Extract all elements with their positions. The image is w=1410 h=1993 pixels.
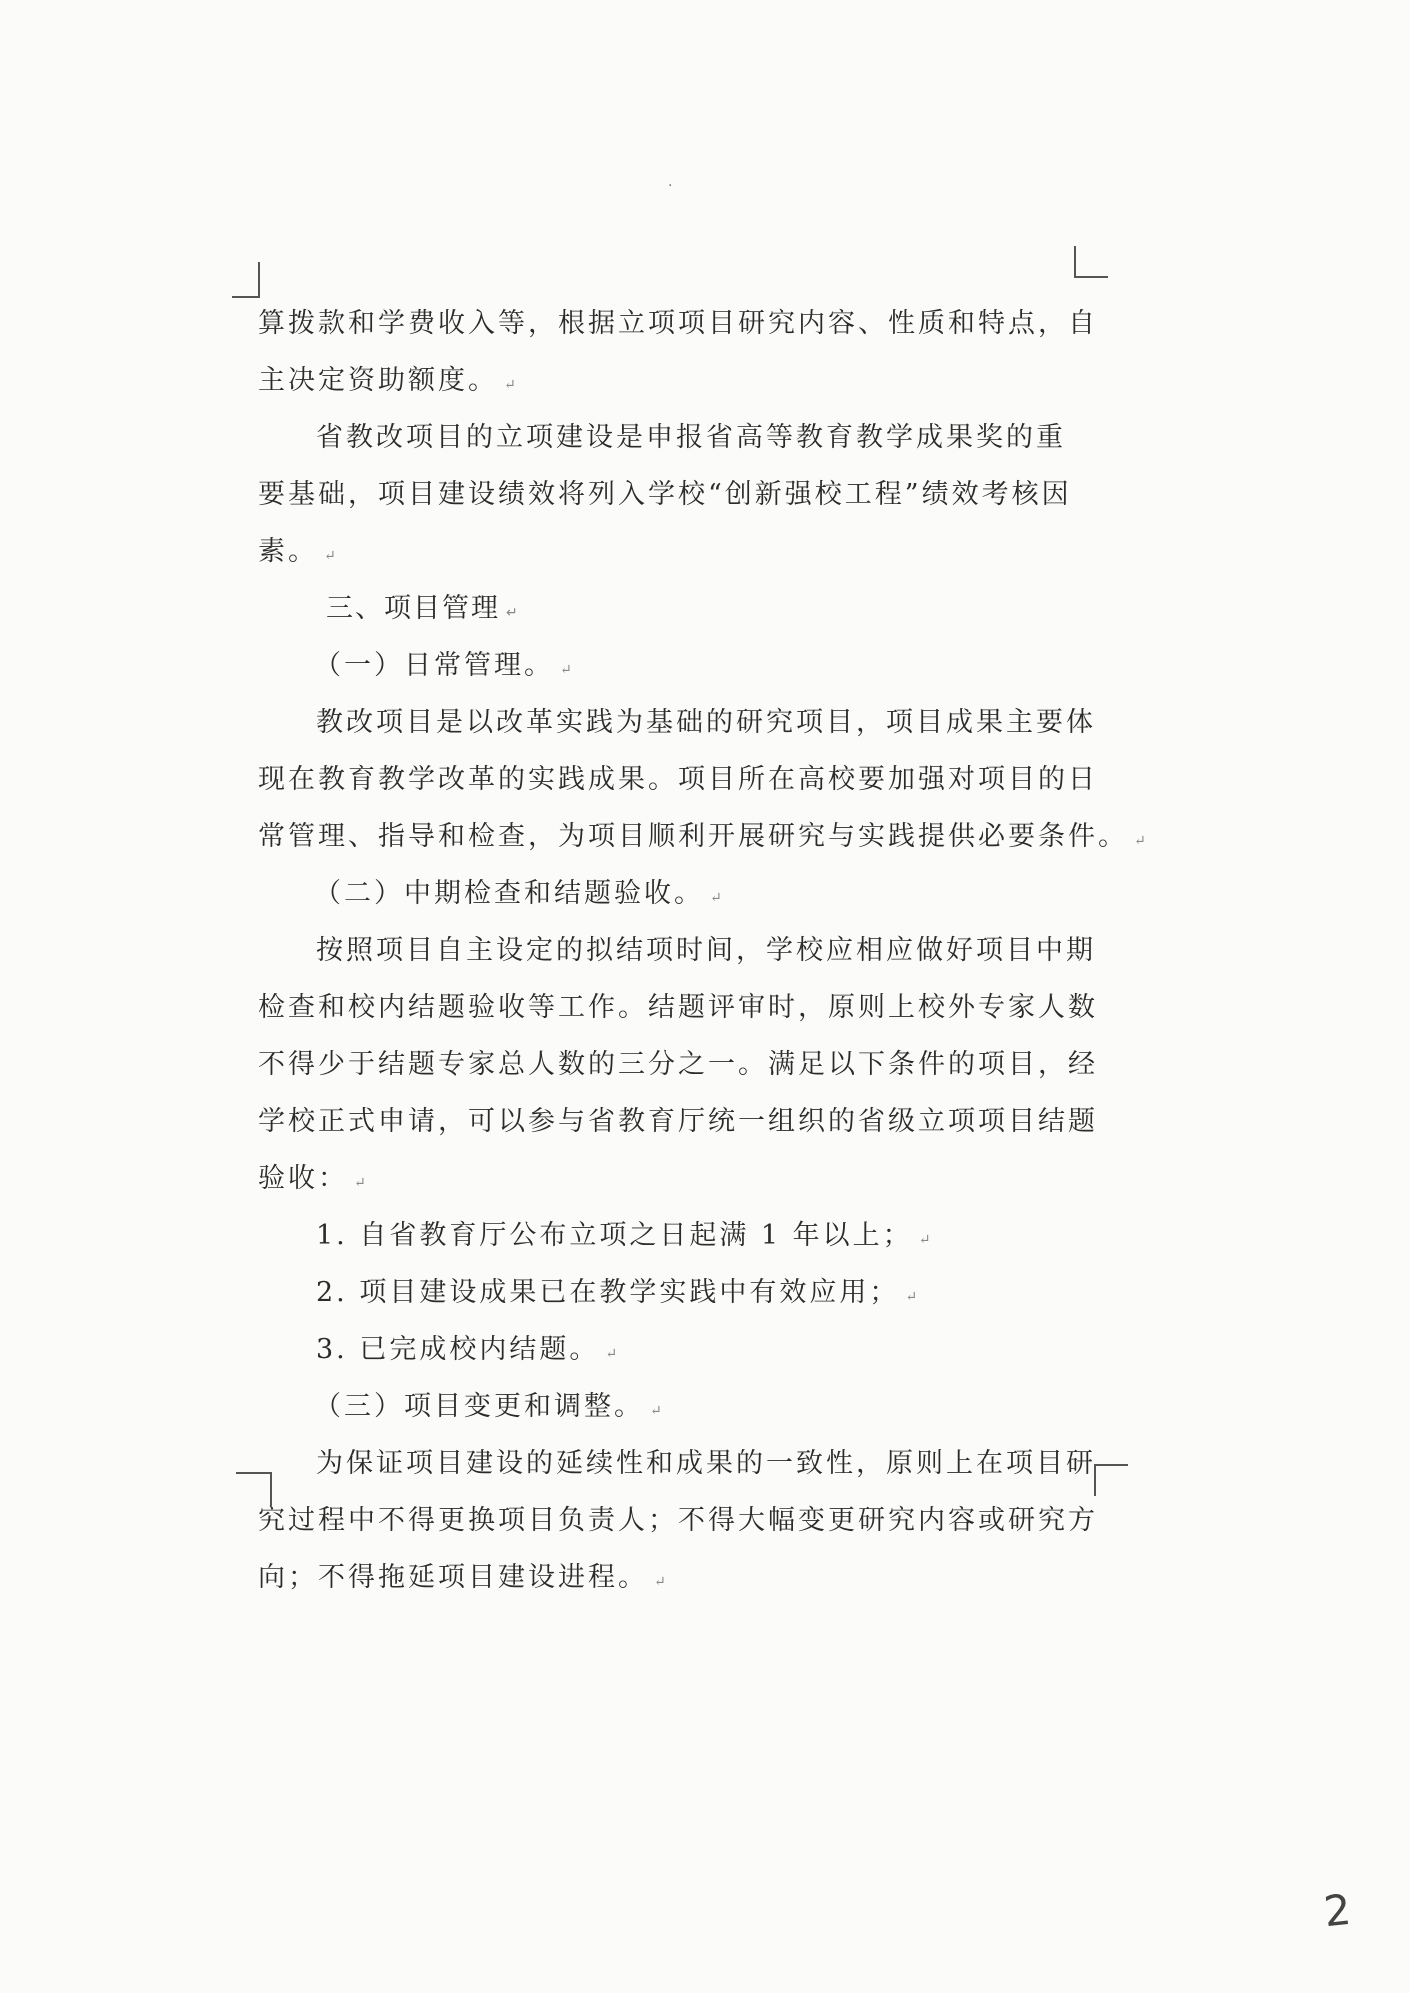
text-line [258,1492,1098,1549]
text-line [258,1378,1088,1435]
text-line [258,865,1088,922]
line-text: （二）中期检查和结题验收。 [314,878,704,909]
page-number: 2 [1321,1884,1354,1937]
paragraph-mark-icon: ↵ [650,1403,662,1419]
line-text: 教改项目是以改革实践为基础的研究项目，项目成果主要体 [316,707,1096,738]
line-text: 验收： [258,1163,348,1194]
paragraph-mark-icon: ↵ [1134,833,1146,849]
line-text: 按照项目自主设定的拟结项时间，学校应相应做好项目中期 [316,935,1096,966]
line-text: 不得少于结题专家总人数的三分之一。满足以下条件的项目，经 [258,1049,1098,1080]
paragraph-mark-icon: ↵ [560,662,572,678]
text-line [258,1150,1088,1207]
header-mark: · [668,178,673,194]
paragraph-mark-icon: ↵ [605,1346,618,1362]
line-text: （三）项目变更和调整。 [314,1391,644,1422]
text-line [258,751,1098,808]
text-line [258,694,1096,751]
line-text: 究过程中不得更换项目负责人；不得大幅变更研究内容或研究方 [258,1505,1098,1536]
text-line [258,523,1088,580]
line-text: 1. 自省教育厅公布立项之日起满 1 年以上； [316,1220,913,1251]
line-text: 常管理、指导和检查，为项目顺利开展研究与实践提供必要条件。 [258,821,1128,852]
document-body [258,295,1146,1606]
text-line [258,409,1088,466]
line-text: 三、项目管理 [326,593,500,624]
line-text: 为保证项目建设的延续性和成果的一致性，原则上在项目研 [316,1448,1096,1479]
text-line [258,1264,1088,1321]
paragraph-mark-icon: ↵ [506,605,518,621]
text-line [258,1321,1088,1378]
section-heading [258,580,1088,637]
line-text: 省教改项目的立项建设是申报省高等教育教学成果奖的重 [316,422,1066,453]
line-text: 现在教育教学改革的实践成果。项目所在高校要加强对项目的日 [258,764,1098,795]
line-text: 学校正式申请，可以参与省教育厅统一组织的省级立项项目结题 [258,1106,1098,1137]
line-text: 要基础，项目建设绩效将列入学校“创新强校工程”绩效考核因 [258,479,1072,510]
line-text: 素。 [258,536,318,567]
line-text: 2. 项目建设成果已在教学实践中有效应用； [316,1277,900,1308]
paragraph-mark-icon: ↵ [354,1175,366,1191]
line-text: （一）日常管理。 [314,650,554,681]
crop-mark-bottom-right [1094,1464,1128,1496]
paragraph-mark-icon: ↵ [905,1289,918,1305]
line-text: 主决定资助额度。 [258,365,498,396]
line-text: 算拨款和学费收入等，根据立项项目研究内容、性质和特点，自 [258,308,1098,339]
text-line [258,352,1088,409]
text-line [258,808,1146,865]
line-text: 3. 已完成校内结题。 [316,1334,600,1365]
text-line [258,637,1088,694]
text-line [258,466,1088,523]
text-line [258,1036,1098,1093]
text-line [258,1549,1088,1606]
paragraph-mark-icon: ↵ [324,548,336,564]
paragraph-mark-icon: ↵ [710,890,722,906]
paragraph-mark-icon: ↵ [504,377,516,393]
text-line [258,1207,1088,1264]
text-line [258,295,1098,352]
crop-mark-top-right [1074,246,1108,278]
line-text: 检查和校内结题验收等工作。结题评审时，原则上校外专家人数 [258,992,1098,1023]
text-line [258,1435,1096,1492]
text-line [258,979,1098,1036]
crop-mark-top-left [232,262,260,298]
line-text: 向；不得拖延项目建设进程。 [258,1562,648,1593]
text-line [258,922,1096,979]
paragraph-mark-icon: ↵ [918,1232,931,1248]
text-line [258,1093,1098,1150]
paragraph-mark-icon: ↵ [654,1574,666,1590]
